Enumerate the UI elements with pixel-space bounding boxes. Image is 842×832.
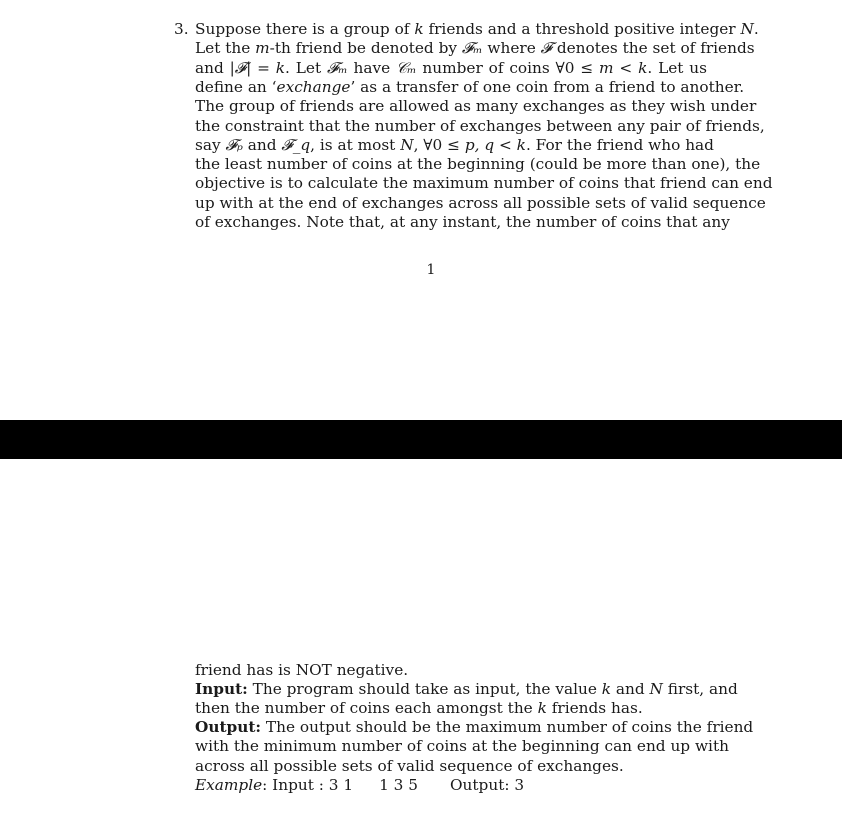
- text-fragment: , ∀0 ≤: [413, 135, 465, 154]
- text-fragment: . Let us: [647, 58, 707, 77]
- text-fragment: define an ‘: [195, 77, 277, 96]
- text-fragment: objective is to calculate the maximum number of coins that friend can end: [195, 174, 773, 193]
- example-label: Example: [195, 776, 263, 794]
- example-line: [195, 776, 707, 795]
- text-fragment: The group of friends are allowed as many exchanges as they wish under: [195, 97, 757, 116]
- statement-line: [195, 97, 757, 116]
- text-fragment: number of coins ∀0 ≤: [416, 58, 600, 77]
- text-fragment: the least number of coins at the beginning (could be more than one), the: [195, 155, 761, 174]
- text-fragment: and: [242, 135, 282, 154]
- continuation-line: friend has is NOT negative.: [195, 661, 409, 679]
- example-output: Output: 3: [450, 776, 525, 794]
- statement-line: [195, 193, 766, 213]
- statement-line: [195, 77, 745, 97]
- text-fragment: Let the: [195, 39, 256, 58]
- text-fragment: denotes the set of friends: [551, 39, 755, 58]
- statement-line: [195, 155, 761, 174]
- statement-line: [195, 213, 730, 232]
- text-fragment: friends and a threshold positive integer: [423, 20, 741, 38]
- output-label: Output:: [195, 718, 262, 736]
- math-fragment: N: [740, 20, 754, 38]
- var-k: k: [601, 680, 612, 698]
- output-text: The output should be the maximum number of coins the friend: [261, 718, 754, 736]
- page-separator-bar: [0, 420, 842, 459]
- math-fragment: exchange: [276, 77, 351, 96]
- math-fragment: 𝓕: [234, 58, 247, 77]
- page-number: 1: [426, 262, 436, 278]
- input-spec-line-2: [195, 699, 707, 718]
- var-k: k: [537, 699, 547, 717]
- text-fragment: , is at most: [310, 135, 401, 154]
- math-fragment: p, q: [464, 135, 495, 154]
- text-fragment: of exchanges. Note that, at any instant, the number of coins that any: [195, 213, 730, 231]
- text-fragment: -th friend be denoted by: [269, 39, 462, 58]
- input-text: friends has.: [546, 699, 643, 717]
- text-fragment: . Let: [285, 58, 327, 77]
- text-fragment: ’ as a transfer of one coin from a friend to another.: [350, 77, 745, 96]
- math-fragment: 𝒞ₘ: [396, 58, 417, 77]
- input-text: then the number of coins each amongst the: [195, 699, 538, 717]
- text-fragment: Suppose there is a group of: [195, 20, 415, 38]
- input-text: and: [611, 680, 650, 698]
- math-fragment: N: [400, 135, 414, 154]
- math-fragment: 𝓕_q: [281, 135, 311, 154]
- example-input-first: 3 1: [328, 776, 354, 794]
- problem-number: 3.: [174, 20, 189, 38]
- text-fragment: have: [347, 58, 396, 77]
- math-fragment: k: [414, 20, 424, 38]
- var-N: N: [649, 680, 663, 698]
- text-fragment: . For the friend who had: [525, 135, 714, 154]
- input-label: Input:: [195, 680, 248, 698]
- math-fragment: m: [255, 39, 270, 58]
- statement-line: [195, 20, 759, 39]
- math-fragment: m: [599, 58, 614, 77]
- text-fragment: .: [753, 20, 759, 38]
- statement-line: [195, 135, 714, 155]
- example-input-second: 1 3 5: [379, 776, 419, 794]
- input-spec-line-1: [195, 680, 738, 699]
- text-fragment: and |: [195, 58, 235, 77]
- example-input-label: : Input :: [262, 776, 329, 794]
- text-fragment: | =: [246, 58, 276, 77]
- statement-line: [195, 174, 773, 193]
- statement-line: [195, 116, 765, 136]
- math-fragment: k: [638, 58, 648, 77]
- math-fragment: 𝓕: [540, 39, 552, 58]
- statement-line: [195, 59, 707, 78]
- text-fragment: where: [482, 39, 541, 58]
- text-fragment: <: [613, 58, 639, 77]
- math-fragment: 𝓕ₘ: [461, 39, 483, 58]
- output-spec-line-2: with the minimum number of coins at the beginning can end up with: [195, 737, 729, 755]
- text-fragment: up with at the end of exchanges across all possible sets of valid sequence: [195, 193, 766, 212]
- math-fragment: 𝓕ₘ: [326, 58, 348, 77]
- math-fragment: k: [275, 58, 286, 77]
- output-spec-line-1: [195, 718, 754, 737]
- math-fragment: 𝓕ₚ: [225, 135, 243, 154]
- text-fragment: the constraint that the number of exchanges between any pair of friends,: [195, 116, 765, 135]
- math-fragment: k: [516, 135, 526, 154]
- statement-line: [195, 39, 755, 58]
- output-spec-line-3: across all possible sets of valid sequence of exchanges.: [195, 757, 624, 775]
- input-text: The program should take as input, the value: [247, 680, 602, 698]
- text-fragment: <: [494, 135, 517, 154]
- input-text: first, and: [662, 680, 738, 698]
- text-fragment: say: [195, 135, 226, 154]
